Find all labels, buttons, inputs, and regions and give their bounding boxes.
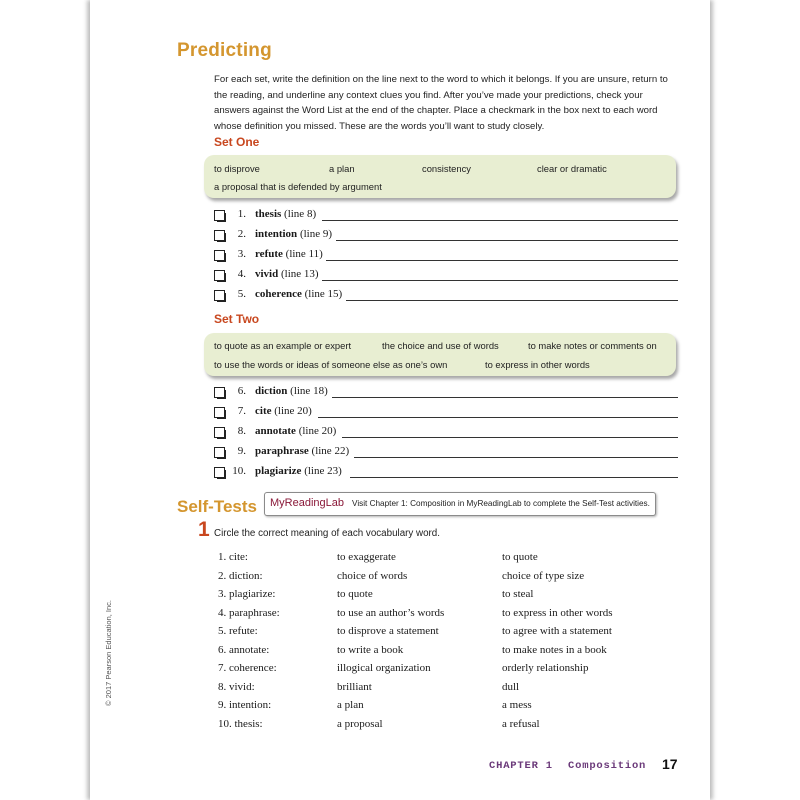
vocab-item-2 bbox=[214, 228, 678, 244]
item-number: 4. bbox=[237, 268, 246, 280]
item-number: 3. bbox=[237, 248, 246, 260]
quiz-option-b[interactable]: to steal bbox=[502, 588, 534, 600]
footer-chapter: CHAPTER 1 bbox=[489, 760, 553, 772]
box-word: to use the words or ideas of someone else as one’s own bbox=[214, 359, 448, 370]
quiz-option-b[interactable]: to quote bbox=[502, 551, 538, 563]
exercise-instruction: Circle the correct meaning of each vocabulary word. bbox=[214, 528, 440, 539]
item-word: diction (line 18) bbox=[255, 385, 328, 397]
quiz-term: 1. cite: bbox=[218, 551, 248, 563]
item-word: plagiarize (line 23) bbox=[255, 465, 342, 477]
footer-title: Composition bbox=[568, 760, 647, 772]
set-two-heading: Set Two bbox=[214, 312, 260, 326]
answer-line[interactable] bbox=[346, 300, 678, 301]
set-one-heading: Set One bbox=[214, 135, 260, 149]
quiz-option-a[interactable]: illogical organization bbox=[337, 662, 431, 674]
box-word: to quote as an example or expert bbox=[214, 340, 352, 351]
quiz-option-a[interactable]: to write a book bbox=[337, 643, 404, 656]
answer-line[interactable] bbox=[336, 240, 678, 241]
answer-line[interactable] bbox=[318, 417, 678, 418]
quiz-option-b[interactable]: to agree with a statement bbox=[502, 625, 612, 637]
item-number: 6. bbox=[237, 385, 246, 397]
quiz-option-a[interactable]: a plan bbox=[337, 699, 364, 711]
quiz-option-b[interactable]: to express in other words bbox=[502, 606, 613, 619]
box-word: a proposal that is defended by argument bbox=[214, 181, 382, 192]
checkbox[interactable] bbox=[214, 387, 225, 398]
checkbox[interactable] bbox=[214, 230, 225, 241]
answer-line[interactable] bbox=[332, 397, 678, 398]
quiz-option-a[interactable]: to disprove a statement bbox=[337, 625, 439, 637]
item-word: refute (line 11) bbox=[255, 248, 323, 260]
page-number: 17 bbox=[662, 756, 678, 772]
quiz-option-a[interactable]: brilliant bbox=[337, 680, 372, 693]
quiz-term: 4. paraphrase: bbox=[218, 606, 280, 619]
box-word: to express in other words bbox=[485, 359, 590, 370]
quiz-row bbox=[0, 625, 800, 643]
quiz-option-b[interactable]: a mess bbox=[502, 699, 532, 711]
item-word: vivid (line 13) bbox=[255, 268, 319, 280]
quiz-term: 5. refute: bbox=[218, 625, 258, 637]
vocab-item-3 bbox=[214, 248, 678, 264]
item-word: cite (line 20) bbox=[255, 405, 312, 417]
checkbox[interactable] bbox=[214, 290, 225, 301]
checkbox[interactable] bbox=[214, 407, 225, 418]
quiz-option-b[interactable]: to make notes in a book bbox=[502, 643, 607, 656]
quiz-row bbox=[0, 588, 800, 606]
exercise-number: 1 bbox=[198, 518, 210, 541]
quiz-option-a[interactable]: to exaggerate bbox=[337, 551, 396, 563]
myreadinglab-text: Visit Chapter 1: Composition in MyReadingLab to complete the Self-Test activities. bbox=[352, 499, 650, 508]
checkbox[interactable] bbox=[214, 447, 225, 458]
item-number: 5. bbox=[237, 288, 246, 300]
running-footer bbox=[489, 760, 646, 772]
answer-line[interactable] bbox=[342, 437, 678, 438]
set-two-word-box bbox=[204, 333, 676, 376]
copyright-notice: © 2017 Pearson Education, Inc. bbox=[104, 599, 113, 706]
section-title-predicting: Predicting bbox=[177, 40, 272, 61]
vocab-item-8 bbox=[214, 425, 678, 441]
item-word: annotate (line 20) bbox=[255, 425, 337, 437]
answer-line[interactable] bbox=[322, 280, 678, 281]
quiz-row bbox=[0, 570, 800, 588]
quiz-option-a[interactable]: to use an author’s words bbox=[337, 606, 445, 619]
quiz-row bbox=[0, 607, 800, 625]
item-number: 10. bbox=[232, 465, 246, 477]
box-word: consistency bbox=[422, 163, 471, 174]
set-one-word-box bbox=[204, 155, 676, 198]
item-number: 2. bbox=[237, 228, 246, 240]
quiz-option-a[interactable]: a proposal bbox=[337, 717, 383, 730]
quiz-row bbox=[0, 662, 800, 680]
answer-line[interactable] bbox=[350, 477, 678, 478]
box-word: to disprove bbox=[214, 163, 260, 174]
quiz-row bbox=[0, 644, 800, 662]
item-word: thesis (line 8) bbox=[255, 208, 317, 220]
quiz-term: 3. plagiarize: bbox=[218, 588, 276, 600]
checkbox[interactable] bbox=[214, 270, 225, 281]
quiz-row bbox=[0, 681, 800, 699]
quiz-option-b[interactable]: choice of type size bbox=[502, 569, 585, 582]
answer-line[interactable] bbox=[326, 260, 678, 261]
quiz-term: 6. annotate: bbox=[218, 643, 270, 656]
checkbox[interactable] bbox=[214, 210, 225, 221]
checkbox[interactable] bbox=[214, 250, 225, 261]
quiz-term: 10. thesis: bbox=[218, 717, 263, 730]
item-word: paraphrase (line 22) bbox=[255, 445, 350, 457]
item-word: coherence (line 15) bbox=[255, 288, 343, 300]
quiz-row bbox=[0, 699, 800, 717]
quiz-option-b[interactable]: dull bbox=[502, 680, 520, 693]
vocab-item-5 bbox=[214, 288, 678, 304]
myreadinglab-logo: MyReadingLab bbox=[270, 497, 345, 509]
item-number: 1. bbox=[237, 208, 246, 220]
vocab-item-1 bbox=[214, 208, 678, 224]
quiz-option-a[interactable]: to quote bbox=[337, 588, 373, 600]
answer-line[interactable] bbox=[322, 220, 678, 221]
instructions-paragraph: For each set, write the definition on the line next to the word to which it belongs. If you are unsure, return to the reading, and underline any context clues you find. After you’ve made your predictions, check your answers against the Word List at the end of the chapter. Place a checkmark in the box next to each word whose definition you missed. These are the words you’ll want to study closely. bbox=[214, 74, 668, 132]
vocab-item-4 bbox=[214, 268, 678, 284]
vocab-item-6 bbox=[214, 385, 678, 401]
vocab-item-9 bbox=[214, 445, 678, 461]
checkbox[interactable] bbox=[214, 427, 225, 438]
section-title-self-tests: Self-Tests bbox=[177, 497, 257, 516]
quiz-option-b[interactable]: a refusal bbox=[502, 717, 540, 730]
quiz-option-b[interactable]: orderly relationship bbox=[502, 662, 589, 674]
quiz-row bbox=[0, 718, 800, 736]
quiz-term: 9. intention: bbox=[218, 699, 272, 711]
quiz-row bbox=[0, 551, 800, 569]
item-word: intention (line 9) bbox=[255, 228, 333, 240]
box-word: clear or dramatic bbox=[537, 163, 607, 174]
box-word: to make notes or comments on bbox=[528, 340, 657, 351]
item-number: 8. bbox=[237, 425, 246, 437]
myreadinglab-banner[interactable] bbox=[264, 492, 656, 516]
item-number: 7. bbox=[237, 405, 246, 417]
vocab-item-10 bbox=[214, 465, 678, 481]
quiz-term: 7. coherence: bbox=[218, 662, 277, 674]
item-number: 9. bbox=[237, 445, 246, 457]
box-word: a plan bbox=[329, 163, 355, 174]
quiz-option-a[interactable]: choice of words bbox=[337, 569, 408, 582]
quiz-term: 2. diction: bbox=[218, 569, 263, 582]
quiz-term: 8. vivid: bbox=[218, 680, 255, 693]
box-word: the choice and use of words bbox=[382, 340, 499, 351]
vocab-item-7 bbox=[214, 405, 678, 421]
answer-line[interactable] bbox=[354, 457, 678, 458]
checkbox[interactable] bbox=[214, 467, 225, 478]
